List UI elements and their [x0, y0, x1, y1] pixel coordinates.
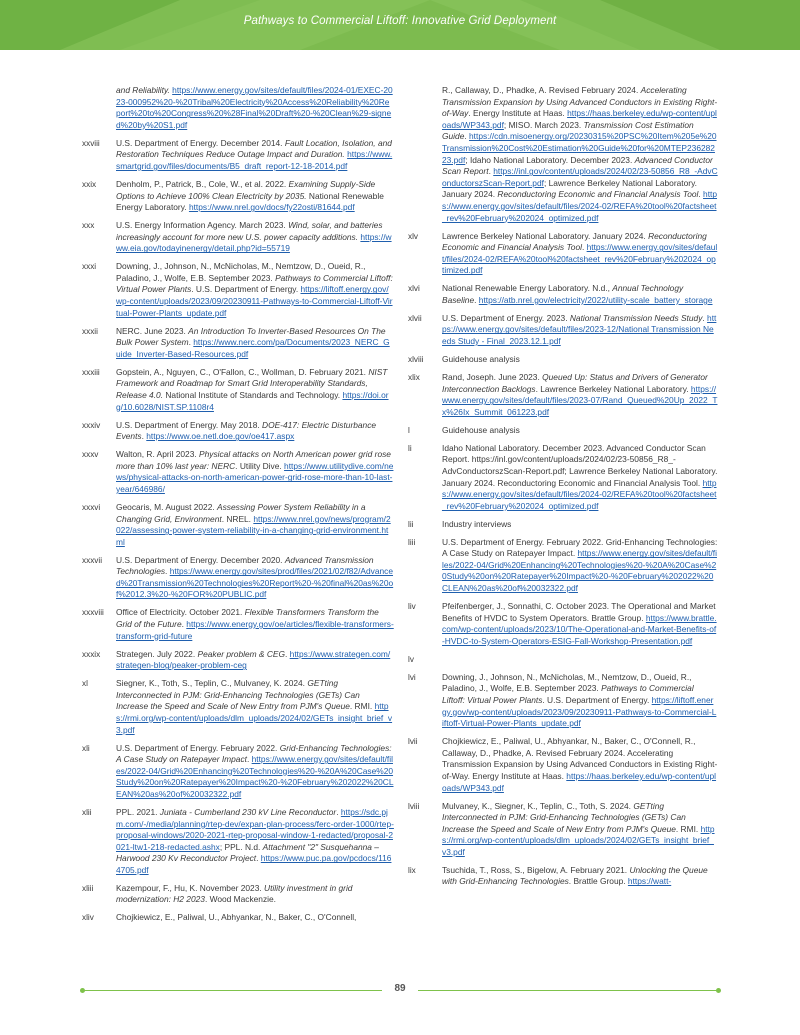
- endnote-segment: . Utility Dive.: [235, 460, 285, 471]
- endnote-link[interactable]: https://rmi.org/wp-content/uploads/dlm_uploads/2024/02/GETs_insight_brief_v3.pdf: [442, 823, 715, 857]
- endnote-segment: National Renewable Energy Laboratory.: [116, 190, 384, 213]
- endnote-text: [116, 607, 394, 642]
- endnote-link[interactable]: https://www.energy.gov/sites/default/files/2024-01/EXEC-2023-000952%20-%20Tribal%20Electricity%20Access%20Reliability%20Report%20to%20Congress%20%28Final%20Draft%20-%20Clean%29-signed%20by%20S1.pdf: [116, 85, 393, 130]
- endnote-item: [82, 883, 394, 906]
- endnote-title: Fault Location, Isolation, and Restoration Techniques Reduce Outage Impact and Duration.: [116, 137, 392, 160]
- endnote-number: l: [408, 425, 410, 435]
- endnote-text: [442, 601, 718, 647]
- endnote-text: [442, 372, 718, 418]
- endnote-link[interactable]: https://haas.berkeley.edu/wp-content/uploads/WP343.pdf: [442, 770, 717, 793]
- endnote-segment: ; PPL. N.d.: [219, 841, 263, 852]
- endnote-item: [82, 367, 394, 413]
- endnote-number: xlvii: [408, 313, 422, 323]
- endnote-segment: Chojkiewicz, E., Paliwal, U., Abhyankar, N., Baker, C., O'Connell,: [116, 912, 357, 923]
- endnote-number: xli: [82, 743, 90, 753]
- endnote-segment: .: [464, 131, 470, 142]
- endnote-number: xxxviii: [82, 608, 104, 618]
- endnote-number: xxxvii: [82, 555, 103, 565]
- endnote-segment: Geocaris, M. August 2022.: [116, 501, 218, 512]
- endnote-item: [82, 449, 394, 495]
- endnote-link[interactable]: https://www.puc.pa.gov/pcdocs/1164705.pdf: [116, 853, 392, 875]
- endnote-segment: Chojkiewicz, E., Paliwal, U., Abhyankar, N., Baker, C., O'Connell, R., Callaway, D., Phadke, A. Revised February 2024. Accelerating Transmission Expansion by Using Advanced Conductors in Existing Right-of-Way. Energy Institute at Haas.: [442, 736, 718, 781]
- endnote-link[interactable]: https://atb.nrel.gov/electricity/2022/utility-scale_battery_storage: [478, 294, 713, 305]
- endnote-link[interactable]: https://www.energy.gov/sites/default/files/2023-07/Rand_Queued%20Up_2022_Tx%26Ix_Summit_061223.pdf: [442, 383, 718, 417]
- endnote-number: xliii: [82, 883, 94, 893]
- endnote-item: [82, 807, 394, 877]
- endnote-number: lix: [408, 865, 416, 875]
- endnote-segment: Idaho National Laboratory. December 2023. Advanced Conductor Scan Report. https://inl.gov/content/uploads/2024/02/23-50856_R8_-AdvConductorszScan-Report.pdf; Lawrence Berkeley National Laboratory. January 2024. Reconductoring Economic and Financial Analysis Tool.: [442, 442, 718, 488]
- endnote-text: [116, 555, 394, 601]
- endnote-link[interactable]: https://sdc.pjm.com/-/media/planning/rtep-dev/expan-plan-process/ferc-order-1000/rtep-proposal-windows/2020-2021-rtep-proposal-window-1-redacted/proposal-2021-ltw1-218-redacted.ashx: [116, 806, 394, 852]
- endnote-link[interactable]: https://www.brattle.com/wp-content/uploads/2023/10/The-Operational-and-Market-Benefits-of-HVDC-to-System-Operators-ESIG-Fall-Workshop-Presentation.pdf: [442, 612, 717, 646]
- endnote-link[interactable]: https://www.strategen.com/strategen-blog/peaker-problem-ceg: [116, 648, 391, 671]
- endnote-title: Advanced Conductor Scan Report: [442, 154, 713, 177]
- endnote-segment: Strategen. July 2022.: [116, 648, 198, 659]
- endnote-number: lv: [408, 654, 414, 664]
- endnote-text: [116, 85, 394, 131]
- endnote-number: xxxiii: [82, 367, 100, 377]
- endnote-link[interactable]: https://www.oe.netl.doe.gov/oe417.aspx: [146, 431, 295, 442]
- endnote-link[interactable]: https://www.nrel.gov/news/program/2022/assessing-power-system-reliability-in-a-changing-grid-environment.html: [116, 513, 391, 547]
- endnote-item: [408, 354, 718, 366]
- endnote-number: liii: [408, 537, 416, 547]
- endnote-item: [408, 231, 718, 277]
- endnote-segment: .: [165, 566, 170, 577]
- endnote-segment: .: [188, 337, 194, 348]
- endnote-number: xl: [82, 679, 88, 689]
- endnote-segment: Tsuchida, T., Ross, S., Bigelow, A. February 2021.: [442, 864, 630, 875]
- endnote-text: [442, 537, 718, 595]
- endnote-title: NIST Framework and Roadmap for Smart Grid Interoperability Standards, Release 4.0.: [116, 366, 388, 400]
- endnote-text: [116, 261, 394, 319]
- endnote-title: Reconductoring Economic and Financial Analysis Tool: [497, 189, 699, 200]
- endnote-item: [408, 601, 718, 647]
- endnote-item: [408, 372, 718, 418]
- endnote-segment: . U.S. Department of Energy.: [191, 284, 301, 295]
- endnote-segment: .: [474, 294, 479, 305]
- endnote-text: [442, 654, 718, 666]
- endnote-segment: ; Lawrence Berkeley National Laboratory. January 2024.: [442, 177, 697, 200]
- endnote-title: Pathways to Commercial Liftoff: Virtual Power Plants: [116, 272, 393, 295]
- endnote-title: Wind, solar, and batteries increasingly account for more new U.S. power capacity additions.: [116, 220, 383, 242]
- endnote-number: xxix: [82, 179, 97, 189]
- endnote-text: [442, 354, 718, 366]
- endnote-link[interactable]: https://cdn.misoenergy.org/20230315%20PSC%20Item%205e%20Transmission%20Cost%20Estimation%20Guide%20for%20MTEP23628223.pdf: [442, 131, 717, 165]
- endnote-segment: Kazempour, F., Hu, K. November 2023.: [116, 882, 265, 893]
- endnote-title: Advanced Transmission Technologies: [116, 554, 374, 577]
- endnote-link[interactable]: https://www.energy.gov/oe/articles/flexible-transformers-transform-grid-future: [116, 619, 394, 641]
- endnote-link[interactable]: https://www.smartgrid.gov/files/documents/B5_draft_report-12-18-2014.pdf: [116, 149, 393, 171]
- endnote-number: xxviii: [82, 138, 100, 148]
- endnote-segment: Walton, R. April 2023.: [116, 449, 200, 460]
- endnote-item: [408, 654, 718, 666]
- endnote-segment: U.S. Department of Energy. December 2014.: [116, 137, 285, 148]
- endnote-title: Unlocking the Queue with Grid-Enhancing Technologies: [442, 864, 708, 887]
- endnote-segment: U.S. Department of Energy. December 2020.: [116, 554, 285, 565]
- endnote-link[interactable]: https://www.nrel.gov/docs/fy22osti/81644.pdf: [188, 202, 355, 213]
- endnote-text: [116, 367, 394, 413]
- endnote-segment: Gopstein, A., Nguyen, C., O'Fallon, C., Wollman, D. February 2021.: [116, 366, 369, 377]
- endnote-text: [442, 801, 718, 859]
- endnote-item: [408, 672, 718, 730]
- endnote-text: [442, 519, 718, 531]
- endnote-title: and Reliability.: [116, 85, 173, 95]
- page-number: [0, 983, 800, 994]
- endnote-title: GETting Interconnected in PJM: Grid-Enhancing Technologies (GETs) Can Increase the Speed and Scale of New Entry from PJM's Queue: [442, 800, 686, 834]
- endnote-number: xxxiv: [82, 420, 101, 430]
- endnote-segment: . Brattle Group.: [568, 876, 628, 887]
- endnote-segment: ; MISO. March 2023.: [503, 119, 584, 130]
- endnote-item: [408, 865, 718, 888]
- endnote-segment: Industry interviews: [442, 518, 512, 529]
- endnote-text: [116, 449, 394, 495]
- endnote-text: [116, 138, 394, 173]
- endnote-title: Accelerating Transmission Expansion by Using Advanced Conductors in Existing Right-of-Way: [442, 85, 718, 119]
- endnote-number: lviii: [408, 801, 420, 811]
- endnote-segment: Pfeifenberger, J., Sonnathi, C. October 2023. The Operational and Market Benefits of HVDC to System Operators. Brattle Group.: [442, 601, 716, 623]
- endnote-title: Pathways to Commercial Liftoff: Virtual Power Plants: [442, 683, 694, 705]
- endnote-link[interactable]: https://www.energy.gov/sites/default/files/2022-04/Grid%20Enhancing%20Technologies%20-%20A%20Case%20Study%20on%20Ratepayer%20Impact%20-%20February%202022%20CLEAN%20as%20of%20032322.pdf: [442, 548, 717, 594]
- endnote-segment: . NREL.: [221, 513, 254, 524]
- endnote-link[interactable]: https://liftoff.energy.gov/wp-content/uploads/2023/09/20230911-Pathways-to-Commercial-Liftoff-Virtual-Power-Plants_update.pdf: [116, 284, 393, 318]
- references-right-column: [408, 85, 718, 894]
- endnote-item: [408, 313, 718, 348]
- endnote-link[interactable]: https://www.energy.gov/sites/default/files/2022-04/Grid%20Enhancing%20Technologies%20-%20A%20Case%20Study%20on%20Ratepayer%20Impact%20-%20February%202022%20CLEAN%20as%20of%20032322.pdf: [116, 754, 394, 799]
- endnote-segment: National Renewable Energy Laboratory. N.d.,: [442, 283, 613, 294]
- endnote-segment: Mulvaney, K., Siegner, K., Teplin, C., Toth, S. 2024.: [442, 800, 634, 811]
- endnote-number: xlix: [408, 373, 420, 383]
- endnote-link[interactable]: https://www.energy.gov/sites/default/files/2023-12/National Transmission Needs Study - Final_2023.12.1.pdf: [442, 312, 717, 347]
- endnote-segment: .: [285, 648, 290, 659]
- endnote-segment: .: [256, 853, 261, 864]
- endnote-number: li: [408, 443, 412, 453]
- endnote-item: [408, 85, 718, 224]
- endnote-segment: Downing, J., Johnson, N., McNicholas, M., Nemtzow, D., Oueid, R., Paladino, J., Wolfe, E.B. September 2023.: [442, 671, 692, 694]
- references-left-column: [82, 85, 394, 930]
- endnote-segment: . Energy Institute at Haas.: [468, 108, 568, 119]
- endnote-text: [116, 326, 394, 361]
- endnote-link[interactable]: https://liftoff.energy.gov/wp-content/uploads/2023/09/20230911-Pathways-to-Commercial-Liftoff-Virtual-Power-Plants_update.pdf: [442, 695, 717, 729]
- endnote-title: Utility investment in grid modernization: H2 2023: [116, 882, 353, 905]
- endnote-text: [116, 502, 394, 548]
- endnote-text: [442, 443, 718, 513]
- endnote-number: xxx: [82, 221, 95, 231]
- endnote-segment: .: [488, 166, 494, 177]
- endnote-item: [408, 443, 718, 513]
- endnote-text: [442, 865, 718, 888]
- endnote-text: [116, 420, 394, 443]
- endnote-segment: .: [181, 619, 187, 630]
- endnote-text: [442, 231, 718, 277]
- endnote-link[interactable]: https://doi.org/10.6028/NIST.SP.1108r4: [116, 390, 389, 412]
- endnote-item: [408, 283, 718, 306]
- endnote-item: [82, 649, 394, 672]
- endnote-item: [82, 85, 394, 131]
- endnote-item: [82, 678, 394, 736]
- endnote-number: xlii: [82, 807, 92, 817]
- endnote-item: [82, 261, 394, 319]
- endnote-item: [408, 736, 718, 794]
- endnote-number: lvi: [408, 672, 416, 682]
- endnote-segment: Rand, Joseph. June 2023.: [442, 372, 543, 383]
- endnote-item: [82, 555, 394, 601]
- endnote-segment: .: [698, 189, 704, 200]
- endnote-item: [82, 502, 394, 548]
- endnote-text: [442, 313, 718, 348]
- endnote-link[interactable]: https://www.energy.gov/sites/default/files/2024-02/REFA%20tool%20factsheet_rev%20February%202024_optimized.pdf: [442, 242, 718, 276]
- endnote-title: Queued Up: Status and Drivers of Generator Interconnection Backlogs: [442, 372, 708, 394]
- endnote-link[interactable]: https://www.nerc.com/pa/Documents/2023_NERC_Guide_Inverter-Based-Resources.pdf: [116, 337, 390, 359]
- endnote-text: [116, 912, 394, 924]
- endnote-title: GETting Interconnected in PJM: Grid-Enhancing Technologies (GETs) Can Increase the Speed and Scale of New Entry from PJM's Queue: [116, 678, 360, 712]
- endnote-text: [442, 85, 718, 224]
- endnote-segment: Denholm, P., Patrick, B., Cole, W., et al. 2022.: [116, 178, 289, 189]
- endnote-number: [408, 85, 442, 224]
- endnote-title: Grid-Enhancing Technologies: A Case Study on Ratepayer Impact: [116, 742, 392, 765]
- endnote-link[interactable]: https://haas.berkeley.edu/wp-content/uploads/WP343.pdf: [442, 108, 717, 130]
- endnote-item: [82, 179, 394, 214]
- endnote-title: Juniata - Cumberland 230 kV Line Reconductor: [159, 806, 337, 817]
- endnote-title: Transmission Cost Estimation Guide: [442, 119, 694, 142]
- endnote-text: [116, 743, 394, 801]
- endnote-text: [442, 672, 718, 730]
- endnote-segment: U.S. Department of Energy. 2023.: [442, 312, 570, 323]
- endnote-segment: Office of Electricity. October 2021.: [116, 607, 245, 618]
- endnote-text: [116, 883, 394, 906]
- endnote-item: [408, 519, 718, 531]
- endnote-item: [408, 537, 718, 595]
- endnote-segment: National Institute of Standards and Technology.: [163, 390, 343, 400]
- endnote-number: xxxix: [82, 649, 101, 659]
- endnote-segment: R., Callaway, D., Phadke, A. Revised February 2024.: [442, 85, 641, 95]
- endnote-title: Annual Technology Baseline: [442, 283, 684, 305]
- endnote-text: [442, 283, 718, 306]
- endnote-number: xxxii: [82, 326, 98, 336]
- endnote-item: [82, 420, 394, 443]
- endnote-link[interactable]: https://rmi.org/wp-content/uploads/dlm_uploads/2024/02/GETs_insight_brief_v3.pdf: [116, 701, 393, 735]
- endnote-item: [408, 425, 718, 437]
- endnote-title: Attachment "2" Susquehanna – Harwood 230 Kv Reconductor Project: [116, 841, 379, 864]
- endnote-link[interactable]: https://www.utilitydive.com/news/physical-attacks-on-north-american-power-grid-rose-more-than-10-last-year/646986/: [116, 460, 394, 494]
- endnote-link[interactable]: https://www.eia.gov/todayinenergy/detail.php?id=55719: [116, 231, 392, 254]
- endnote-number: xlv: [408, 231, 419, 241]
- endnote-number: xxxi: [82, 262, 97, 272]
- endnote-link[interactable]: https://inl.gov/content/uploads/2024/02/23-50856_R8_-AdvConductorszScan-Report.pdf: [442, 166, 718, 188]
- endnote-title: Flexible Transformers Transform the Grid of the Future: [116, 607, 379, 630]
- endnote-segment: Guidehouse analysis: [442, 424, 520, 435]
- endnote-segment: .: [336, 806, 341, 817]
- endnote-text: [116, 220, 394, 255]
- endnote-segment: .: [246, 754, 252, 765]
- endnote-segment: Downing, J., Johnson, N., McNicholas, M., Nemtzow, D., Oueid, R., Paladino, J., Wolfe, E.B. September 2023.: [116, 261, 366, 283]
- endnote-text: [442, 425, 718, 437]
- endnote-segment: NERC. June 2023.: [116, 325, 189, 336]
- endnote-number: xlviii: [408, 355, 424, 365]
- endnote-number: xlvi: [408, 284, 420, 294]
- endnote-segment: Guidehouse analysis: [442, 354, 520, 365]
- endnote-title: Physical attacks on North American power grid rose more than 10% last year: NERC: [116, 449, 391, 471]
- endnote-title: DOE-417: Electric Disturbance Events: [116, 419, 377, 442]
- endnote-segment: U.S. Department of Energy. May 2018.: [116, 419, 263, 430]
- endnote-number: [82, 85, 116, 131]
- endnote-segment: U.S. Department of Energy. February 2022. Grid-Enhancing Technologies: A Case Study on Ratepayer Impact.: [442, 536, 718, 559]
- endnote-title: Examining Supply-Side Options to Achieve 100% Clean Electricity by 2035.: [116, 178, 376, 201]
- endnote-segment: U.S. Energy Information Agency. March 2023.: [116, 220, 289, 231]
- endnote-text: [116, 807, 394, 877]
- endnote-item: [82, 220, 394, 255]
- endnote-segment: .: [581, 242, 587, 253]
- endnote-title: Reconductoring Economic and Financial Analysis Tool: [442, 230, 707, 253]
- endnote-number: lii: [408, 519, 414, 529]
- endnote-title: Assessing Power System Reliability in a Changing Grid, Environment: [116, 501, 366, 524]
- endnote-segment: Siegner, K., Toth, S., Teplin, C., Mulvaney, K. 2024.: [116, 678, 308, 689]
- page-number-text: 89: [388, 983, 411, 994]
- endnote-item: [82, 607, 394, 642]
- endnote-link[interactable]: https://watt-: [627, 876, 672, 887]
- endnote-title: National Transmission Needs Study: [569, 312, 703, 323]
- endnote-link[interactable]: https://www.energy.gov/sites/prod/files/2021/02/f82/Advanced%20Transmission%20Technologies%20Report%20-%20final%20as%20of%2012.3%20-%20FOR%20PUBLIC.pdf: [116, 566, 394, 600]
- endnote-segment: .: [141, 431, 147, 442]
- endnote-number: lvii: [408, 737, 418, 747]
- endnote-text: [116, 179, 394, 214]
- endnote-segment: ; Idaho National Laboratory. December 2023.: [465, 154, 635, 165]
- endnote-text: [116, 649, 394, 672]
- endnote-segment: U.S. Department of Energy. February 2022.: [116, 742, 280, 753]
- endnote-text: [442, 736, 718, 794]
- endnote-segment: . RMI.: [675, 823, 701, 834]
- endnote-link[interactable]: https://www.energy.gov/sites/default/files/2024-02/REFA%20tool%20factsheet_rev%20February%202024_optimized.pdf: [442, 189, 718, 223]
- endnote-item: [82, 743, 394, 801]
- endnote-link[interactable]: https://www.energy.gov/sites/default/files/2024-02/REFA%20tool%20factsheet_rev%20February%202024_optimized.pdf: [442, 477, 717, 511]
- endnote-segment: PPL. 2021.: [116, 806, 160, 817]
- endnote-item: [408, 801, 718, 859]
- endnote-text: [116, 678, 394, 736]
- endnote-number: xxxvi: [82, 502, 101, 512]
- page-header-banner: [0, 0, 800, 50]
- endnote-segment: . Wood Mackenzie.: [204, 894, 277, 905]
- endnote-segment: . RMI.: [349, 701, 375, 712]
- endnote-number: xliv: [82, 913, 94, 923]
- endnote-segment: Lawrence Berkeley National Laboratory. January 2024.: [442, 230, 649, 241]
- header-title: Pathways to Commercial Liftoff: Innovative Grid Deployment: [243, 15, 557, 27]
- endnote-number: xxxv: [82, 450, 99, 460]
- endnote-segment: .: [702, 312, 708, 323]
- endnote-item: [82, 138, 394, 173]
- endnote-segment: . U.S. Department of Energy.: [542, 695, 652, 705]
- endnote-item: [82, 912, 394, 924]
- endnote-item: [82, 326, 394, 361]
- endnote-title: Peaker problem & CEG: [197, 648, 285, 659]
- endnote-segment: . Lawrence Berkeley National Laboratory.: [535, 383, 691, 394]
- endnote-number: liv: [408, 602, 416, 612]
- endnote-title: An Introduction To Inverter-Based Resources On The Bulk Power System: [116, 325, 386, 348]
